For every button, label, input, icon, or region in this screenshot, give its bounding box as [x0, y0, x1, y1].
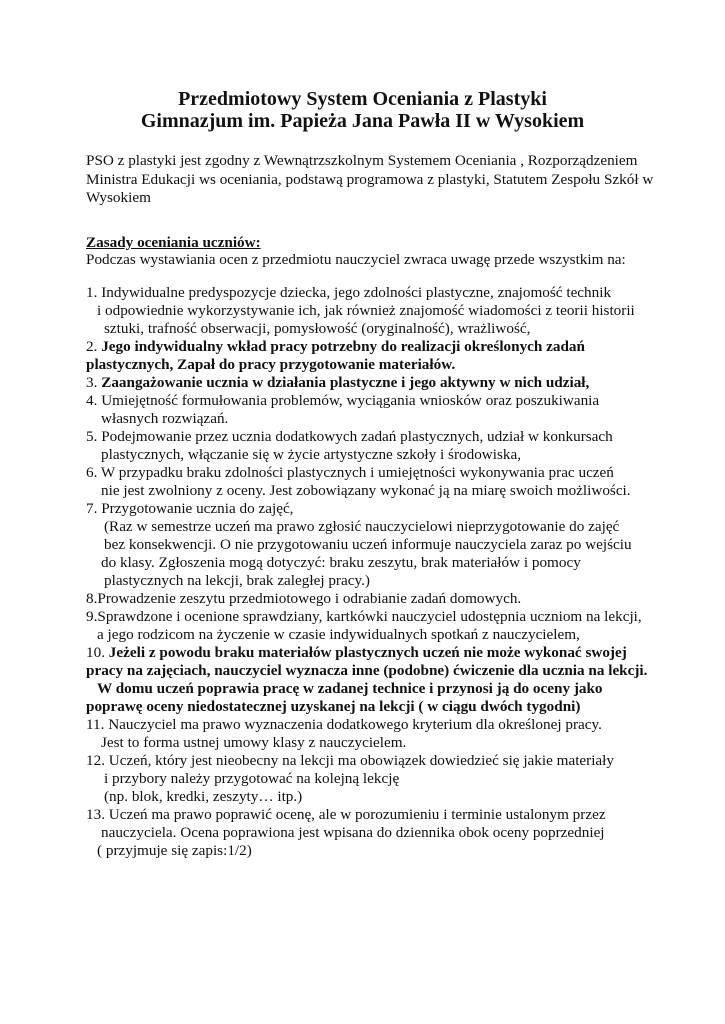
criterion-bold-text: Zaangażowanie ucznia w działania plastyczne i jego aktywny w nich udział, [101, 374, 590, 391]
criterion-line: W domu uczeń poprawia pracę w zadanej technice i przynosi ją do oceny jako [97, 680, 603, 697]
intro-line: Ministra Edukacji ws oceniania, podstawą programowa z plastyki, Statutem Zespołu Szkół w [86, 171, 654, 188]
section-heading: Zasady oceniania uczniów: [86, 234, 261, 251]
intro-line: Wysokiem [86, 189, 151, 206]
criterion-number: 2. [86, 338, 102, 355]
criterion-number: 10. [86, 644, 109, 661]
criterion-line: plastycznych, Zapał do pracy przygotowanie materiałów. [86, 356, 456, 373]
criterion-line: poprawę oceny niedostatecznej uzyskanej na lekcji ( w ciągu dwóch tygodni) [86, 698, 581, 715]
criterion-bold-text: Jeżeli z powodu braku materiałów plastycznych uczeń nie może wykonać swojej [108, 644, 627, 661]
criterion-bold-text: Jego indywidualny wkład pracy potrzebny do realizacji określonych zadań [101, 338, 585, 355]
criterion-line: bez konsekwencji. O nie przygotowaniu uczeń informuje nauczyciela zaraz po wejściu [104, 536, 632, 553]
intro-line: PSO z plastyki jest zgodny z Wewnątrzszkolnym Systemem Oceniania , Rozporządzeniem [86, 152, 638, 169]
criterion-number: 3. [86, 374, 102, 391]
criterion-line: 4. Umiejętność formułowania problemów, wyciągania wniosków oraz poszukiwania [86, 392, 600, 409]
section-lead: Podczas wystawiania ocen z przedmiotu nauczyciel zwraca uwagę przede wszystkim na: [86, 251, 626, 268]
criterion-line: Jest to forma ustnej umowy klasy z nauczycielem. [101, 734, 407, 751]
criterion-line: 8.Prowadzenie zeszytu przedmiotowego i odrabianie zadań domowych. [86, 590, 522, 607]
criterion-line: a jego rodzicom na życzenie w czasie indywidualnych spotkań z nauczycielem, [97, 626, 580, 643]
criterion-line: (Raz w semestrze uczeń ma prawo zgłosić nauczycielowi nieprzygotowanie do zajęć [104, 518, 620, 535]
criterion-line: 9.Sprawdzone i ocenione sprawdziany, kartkówki nauczyciel udostępnia uczniom na lekcji, [86, 608, 642, 625]
criterion-line: 12. Uczeń, który jest nieobecny na lekcji ma obowiązek dowiedzieć się jakie materiały [86, 752, 614, 769]
criterion-line: nauczyciela. Ocena poprawiona jest wpisana do dziennika obok oceny poprzedniej [101, 824, 605, 841]
criterion-line [86, 338, 585, 356]
criterion-line: nie jest zwolniony z oceny. Jest zobowiązany wykonać ją na miarę swoich możliwości. [101, 482, 631, 499]
criterion-line [86, 644, 627, 662]
criterion-line: 13. Uczeń ma prawo poprawić ocenę, ale w porozumieniu i terminie ustalonym przez [86, 806, 606, 823]
criterion-line: i odpowiednie wykorzystywanie ich, jak również znajomość wiadomości z teorii historii [97, 302, 635, 319]
criterion-line: 7. Przygotowanie ucznia do zajęć, [86, 500, 294, 517]
criterion-line: sztuki, trafność obserwacji, pomysłowość (oryginalność), wrażliwość, [104, 320, 531, 337]
criterion-line: plastycznych na lekcji, brak zaległej pracy.) [104, 572, 370, 589]
criterion-line: 11. Nauczyciel ma prawo wyznaczenia dodatkowego kryterium dla określonej pracy. [86, 716, 602, 733]
criterion-line: do klasy. Zgłoszenia mogą dotyczyć: braku zeszytu, brak materiałów i pomocy [101, 554, 581, 571]
criterion-line: własnych rozwiązań. [101, 410, 229, 427]
criterion-line [86, 374, 589, 392]
criterion-line: 6. W przypadku braku zdolności plastycznych i umiejętności wykonywania prac uczeń [86, 464, 614, 481]
document-title-line-1: Przedmiotowy System Oceniania z Plastyki [178, 88, 547, 110]
document-title-line-2: Gimnazjum im. Papieża Jana Pawła II w Wysokiem [140, 110, 585, 132]
criterion-line: plastycznych, włączanie się w życie artystyczne szkoły i środowiska, [101, 446, 522, 463]
criterion-line: (np. blok, kredki, zeszyty… itp.) [104, 788, 303, 805]
criterion-line: 5. Podejmowanie przez ucznia dodatkowych zadań plastycznych, udział w konkursach [86, 428, 613, 445]
criterion-line: pracy na zajęciach, nauczyciel wyznacza inne (podobne) ćwiczenie dla ucznia na lekcji. [86, 662, 648, 679]
criterion-line: ( przyjmuje się zapis:1/2) [97, 842, 252, 859]
criterion-line: i przybory należy przygotować na kolejną lekcję [104, 770, 400, 787]
criterion-line: 1. Indywidualne predyspozycje dziecka, jego zdolności plastyczne, znajomość technik [86, 284, 612, 301]
